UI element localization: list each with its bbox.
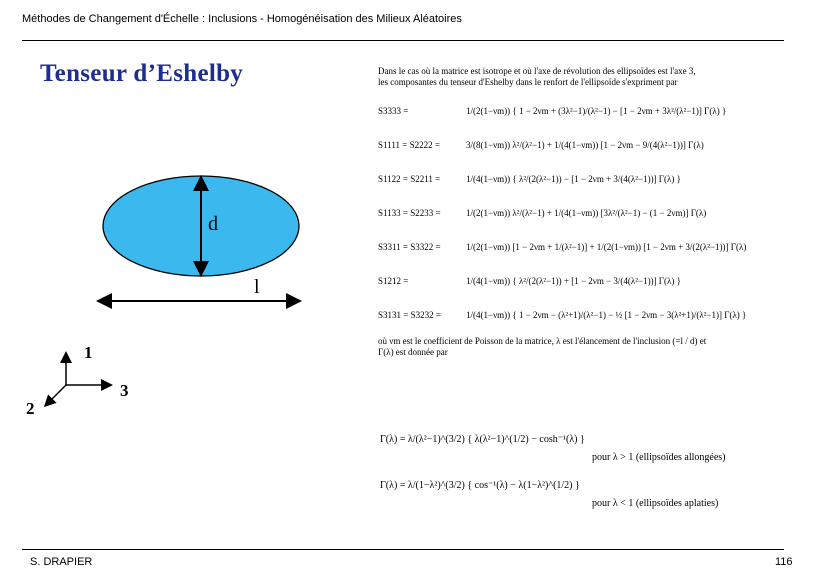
gamma-expression: Γ(λ) = λ/(λ²−1)^(3/2) { λ(λ²−1)^(1/2) − cosh⁻¹(λ) } (380, 434, 585, 445)
intro-line-1: Dans le cas où la matrice est isotrope et où l'axe de révolution des ellipsoïdes est l'axe 3, (378, 66, 696, 76)
page-number: 116 (775, 556, 793, 568)
note-line-2: Γ(λ) est donnée par (378, 347, 448, 357)
formula-lhs: S1122 = S2211 = (378, 173, 441, 184)
formula-row (378, 264, 778, 298)
note-line-1: où νm est le coefficient de Poisson de la matrice, λ est l'élancement de l'inclusion (=l / d) et (378, 336, 707, 346)
formula-lhs: S1133 = S2233 = (378, 207, 441, 218)
formula-row (378, 230, 778, 264)
formula-rhs: 1/(4(1−νm)) { λ²/(2(λ²−1)) − [1 − 2νm + 3/(4(λ²−1))] Γ(λ) } (466, 173, 681, 184)
formula-lhs: S3311 = S3322 = (378, 241, 441, 252)
slide-title: Tenseur d’Eshelby (40, 60, 244, 87)
eshelby-formulas (378, 66, 778, 358)
gamma-condition: pour λ < 1 (ellipsoïdes aplaties) (592, 498, 719, 509)
formula-lhs: S1111 = S2222 = (378, 139, 440, 150)
gamma-condition: pour λ > 1 (ellipsoïdes allongées) (592, 452, 726, 463)
formula-lhs: S3131 = S3232 = (378, 309, 441, 320)
formula-rhs: 1/(2(1−νm)) [1 − 2νm + 1/(λ²−1)] + 1/(2(1−νm)) [1 − 2νm + 3/(2(λ²−1))] Γ(λ) (466, 241, 747, 252)
gamma-formula-elongated (380, 434, 585, 445)
formula-row (378, 128, 778, 162)
intro-line-2: les composantes du tenseur d'Eshelby dans le renfort de l'ellipsoïde s'expriment par (378, 77, 678, 87)
formula-rhs: 1/(2(1−νm)) { 1 − 2νm + (3λ²−1)/(λ²−1) − [1 − 2νm + 3λ²/(λ²−1)] Γ(λ) } (466, 105, 727, 116)
gamma-expression: Γ(λ) = λ/(1−λ²)^(3/2) { cos⁻¹(λ) − λ(1−λ²)^(1/2) } (380, 480, 580, 491)
formula-row (378, 298, 778, 332)
axis-2-arrow (46, 385, 66, 405)
header-title: Méthodes de Changement d'Échelle : Inclusions - Homogénéisation des Milieux Aléatoires (22, 13, 462, 25)
formula-rhs: 1/(2(1−νm)) λ²/(λ²−1) + 1/(4(1−νm)) [3λ²/(λ²−1) − (1 − 2νm)] Γ(λ) (466, 207, 707, 218)
label-d: d (208, 213, 218, 235)
axis-1-label: 1 (84, 343, 93, 362)
footer-rule (22, 549, 784, 550)
axis-2-label: 2 (26, 399, 35, 418)
footer-author: S. DRAPIER (30, 556, 93, 568)
formula-rhs: 3/(8(1−νm)) λ²/(λ²−1) + 1/(4(1−νm)) [1 − 2νm − 9/(4(λ²−1))] Γ(λ) (466, 139, 704, 150)
label-l: l (254, 276, 260, 298)
formula-row (378, 94, 778, 128)
gamma-formula-flattened (380, 480, 580, 491)
formula-rhs: 1/(4(1−νm)) { λ²/(2(λ²−1)) + [1 − 2νm − 3/(4(λ²−1))] Γ(λ) } (466, 275, 681, 286)
formula-row (378, 162, 778, 196)
axis-3-label: 3 (120, 381, 129, 400)
formula-lhs: S1212 = (378, 275, 409, 286)
formula-rhs: 1/(4(1−νm)) { 1 − 2νm − (λ²+1)/(λ²−1) − ½ [1 − 2νm − 3(λ²+1)/(λ²−1)] Γ(λ) } (466, 309, 747, 320)
formula-lhs: S3333 = (378, 105, 409, 116)
formula-row (378, 196, 778, 230)
